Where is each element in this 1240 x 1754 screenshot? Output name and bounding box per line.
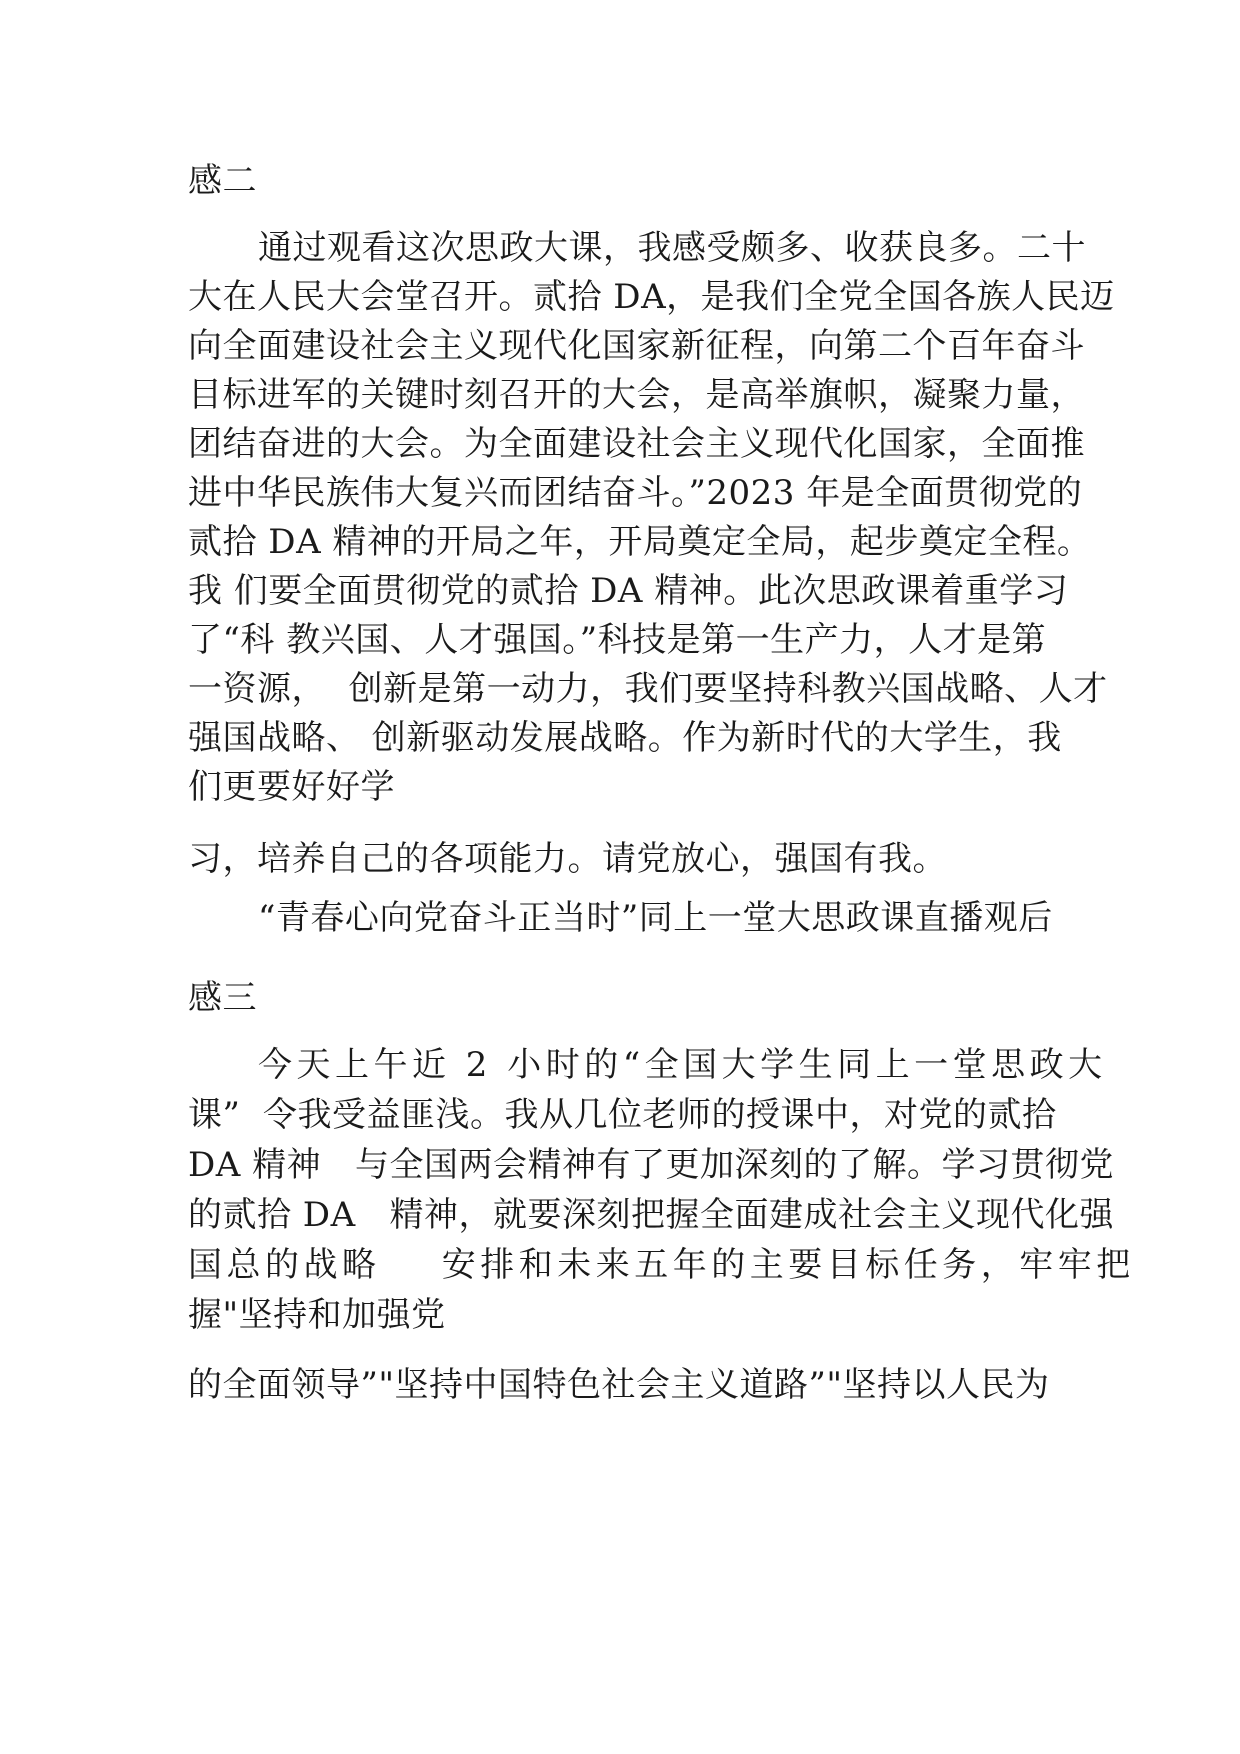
paragraph-line: 的全面领导”"坚持中国特色社会主义道路”"坚持以人民为: [188, 1365, 1050, 1405]
paragraph-line: 大在人民大会堂召开。贰拾 DA，是我们全党全国各族人民迈: [188, 277, 1115, 317]
paragraph-line: 一资源， 创新是第一动力，我们要坚持科教兴国战略、人才: [188, 669, 1108, 709]
paragraph-line: 团结奋进的大会。为全面建设社会主义现代化国家，全面推: [188, 424, 1085, 464]
paragraph-line: 了“科 教兴国、人才强国。”科技是第一生产力，人才是第: [188, 620, 1047, 660]
paragraph-line: 强国战略、 创新驱动发展战略。作为新时代的大学生，我: [188, 718, 1062, 758]
paragraph-line: 的贰拾 DA 精神，就要深刻把握全面建成社会主义现代化强: [188, 1195, 1115, 1235]
paragraph-line: 目标进军的关键时刻召开的大会，是高举旗帜，凝聚力量，: [188, 375, 1085, 415]
section-title-line: “青春心向党奋斗正当时”同上一堂大思政课直播观后: [258, 898, 1053, 938]
paragraph-line: 贰拾 DA 精神的开局之年，开局奠定全局，起步奠定全程。: [188, 522, 1092, 562]
paragraph-line: 国总的战略 安排和未来五年的主要目标任务，牢牢把: [188, 1245, 1135, 1285]
paragraph-line: 向全面建设社会主义现代化国家新征程，向第二个百年奋斗: [188, 326, 1085, 366]
paragraph-line: 习，培养自己的各项能力。请党放心，强国有我。: [188, 839, 947, 879]
paragraph-line: 握"坚持和加强党: [188, 1295, 446, 1335]
paragraph-line: 课” 令我受益匪浅。我从几位老师的授课中，对党的贰拾: [188, 1095, 1057, 1135]
section-heading-2: 感二: [188, 161, 257, 201]
section-heading-3: 感三: [188, 978, 257, 1018]
paragraph-line: 进中华民族伟大复兴而团结奋斗。”2023 年是全面贯彻党的: [188, 473, 1083, 513]
paragraph-line: 们更要好好学: [188, 767, 395, 807]
paragraph-line: 今天上午近 2 小时的“全国大学生同上一堂思政大: [258, 1045, 1107, 1085]
paragraph-line: DA 精神 与全国两会精神有了更加深刻的了解。学习贯彻党: [188, 1145, 1115, 1185]
paragraph-line: 我 们要全面贯彻党的贰拾 DA 精神。此次思政课着重学习: [188, 571, 1069, 611]
paragraph-line: 通过观看这次思政大课，我感受颇多、收获良多。二十: [258, 228, 1086, 268]
